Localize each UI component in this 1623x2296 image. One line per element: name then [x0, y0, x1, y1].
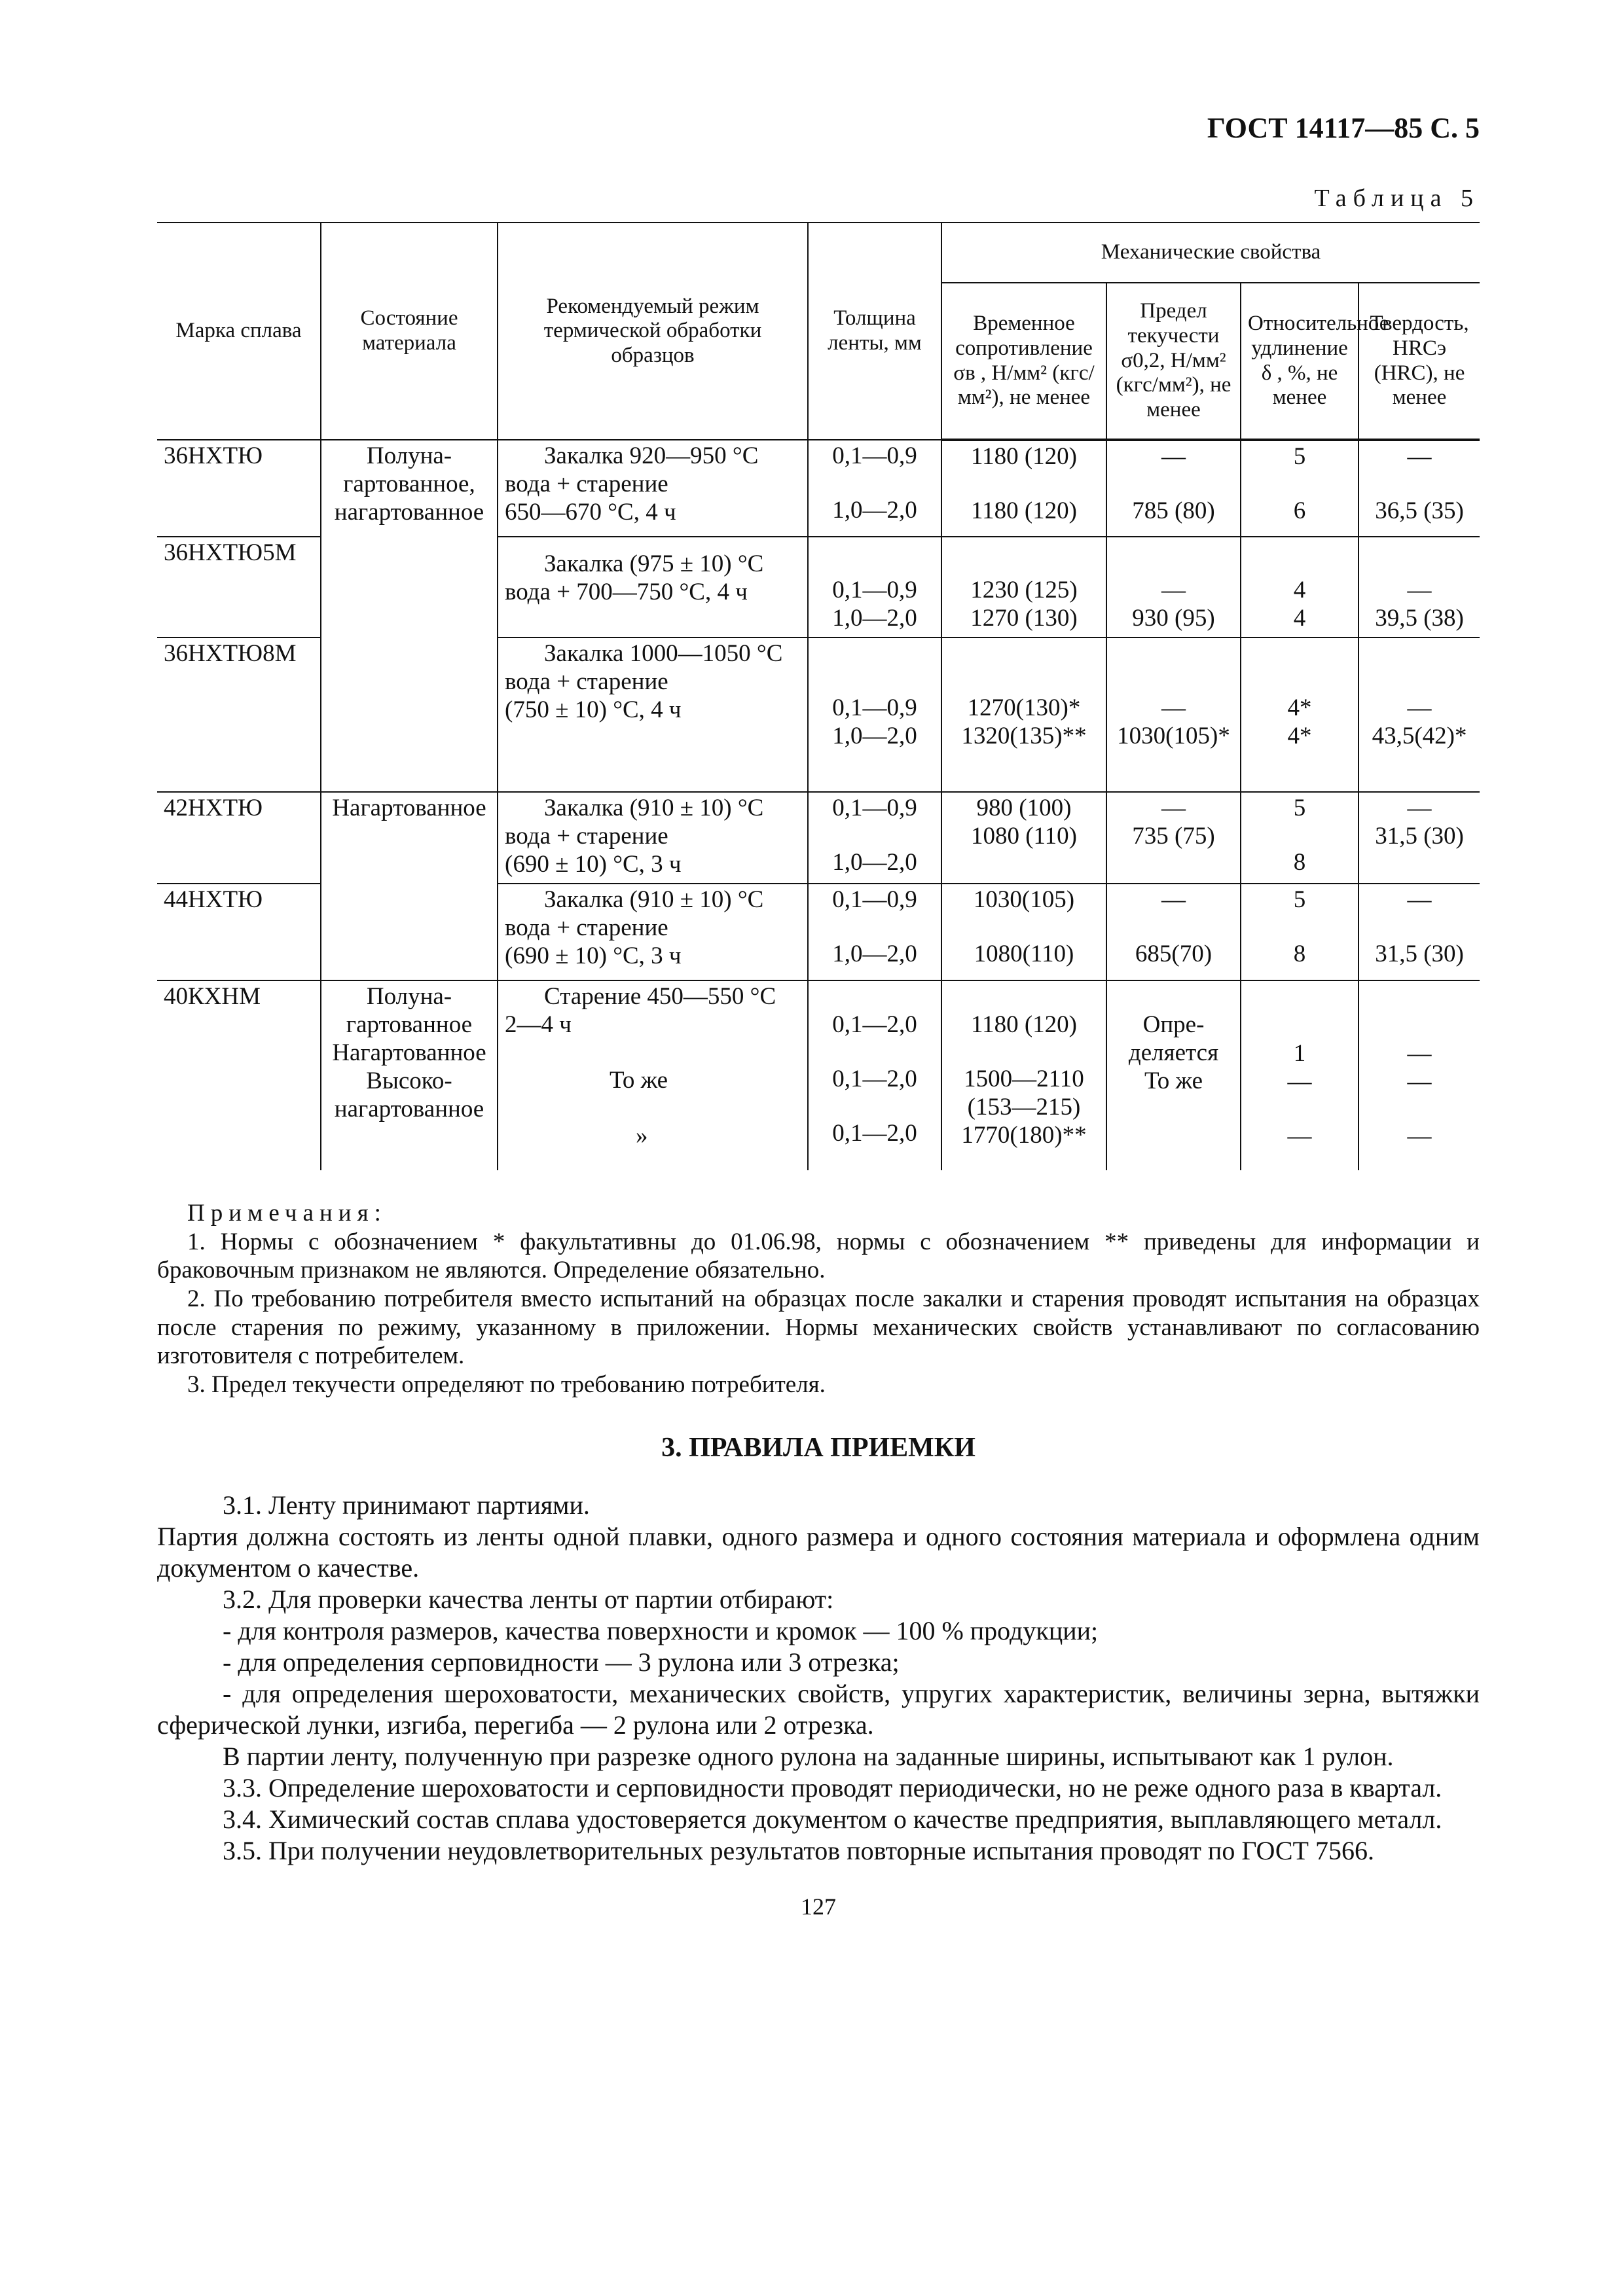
table-row [157, 440, 1480, 537]
cell-hardness: — 36,5 (35) [1359, 440, 1480, 537]
cell-yield: — 735 (75) [1106, 792, 1241, 884]
page-number: 127 [801, 1893, 836, 1920]
note-item: 2. По требованию потребителя вместо испытаний на образцах после закалки и старения проводят испытания на образцах после старения по режиму, указанному в приложении. Нормы механических свойств устанавливают по согласованию изготовителя с потребителем. [157, 1285, 1480, 1370]
cell-yield: Определяется То же [1106, 980, 1241, 1170]
cell-yield: — 785 (80) [1106, 440, 1241, 537]
cell-yield: — 930 (95) [1106, 537, 1241, 637]
document-header: ГОСТ 14117—85 С. 5 [1207, 112, 1480, 144]
cell-strength: 1180 (120) 1180 (120) [941, 440, 1106, 537]
note-item: 1. Нормы с обозначением * факультативны до 01.06.98, нормы с обозначением ** приведены для информации и браковочным признаком не являются. Определение обязательно. [157, 1228, 1480, 1284]
notes-title: Примечания: [187, 1200, 387, 1227]
table-row [157, 980, 1480, 1170]
paragraph: Партия должна состоять из ленты одной плавки, одного размера и одного состояния материала и оформлена одним документом о качестве. [157, 1521, 1480, 1583]
cell-grade: 40КХНМ [157, 980, 321, 1170]
cell-elongation: 1 — — [1241, 980, 1359, 1170]
cell-state: Полунагартованное, нагартованное [321, 440, 498, 792]
note-item: 3. Предел текучести определяют по требованию потребителя. [187, 1371, 826, 1398]
section-title: 3. ПРАВИЛА ПРИЕМКИ [661, 1432, 976, 1463]
cell-hardness: — 31,5 (30) [1359, 884, 1480, 980]
cell-elongation: 5 6 [1241, 440, 1359, 537]
paragraph: В партии ленту, полученную при разрезке одного рулона на заданные ширины, испытывают как 1 рулон. [223, 1741, 1394, 1771]
table-notes [157, 1199, 1480, 1399]
col-mech-group: Механические свойства [941, 223, 1480, 283]
cell-strength: 1270(130)* 1320(135)** [941, 637, 1106, 792]
table-caption: Таблица 5 [1314, 185, 1480, 212]
cell-mode: Закалка (910 ± 10) °С вода + старение (690 ± 10) °С, 3 ч [498, 884, 808, 980]
cell-grade: 44НХТЮ [157, 884, 321, 980]
cell-grade: 36НХТЮ8М [157, 637, 321, 792]
paragraph: 3.3. Определение шероховатости и серповидности проводят периодически, но не реже одного раза в квартал. [223, 1772, 1442, 1803]
cell-thickness: 0,1—0,9 1,0—2,0 [808, 440, 941, 537]
cell-elongation: 5 8 [1241, 792, 1359, 884]
col-hardness: Твердость, HRCэ (HRC), не менее [1359, 283, 1480, 440]
cell-thickness: 0,1—2,0 0,1—2,0 0,1—2,0 [808, 980, 941, 1170]
cell-yield: — 685(70) [1106, 884, 1241, 980]
cell-hardness: — — — [1359, 980, 1480, 1170]
list-item: - для определения серповидности — 3 рулона или 3 отрезка; [223, 1647, 900, 1677]
list-item: - для определения шероховатости, механических свойств, упругих характеристик, величины зерна, вытяжки сферической лунки, изгиба, перегиба — 2 рулона или 2 отрезка. [157, 1678, 1480, 1740]
col-grade: Марка сплава [157, 223, 321, 440]
section-body [157, 1490, 1480, 1867]
cell-mode: Закалка (910 ± 10) °С вода + старение (690 ± 10) °С, 3 ч [498, 792, 808, 884]
cell-thickness: 0,1—0,9 1,0—2,0 [808, 537, 941, 637]
cell-elongation: 4* 4* [1241, 637, 1359, 792]
document-page [157, 98, 1480, 1920]
col-mode: Рекомендуемый режим термической обработки образцов [498, 223, 808, 440]
cell-yield: — 1030(105)* [1106, 637, 1241, 792]
table-row [157, 792, 1480, 884]
cell-thickness: 0,1—0,9 1,0—2,0 [808, 884, 941, 980]
cell-elongation: 5 8 [1241, 884, 1359, 980]
paragraph: 3.2. Для проверки качества ленты от партии отбирают: [223, 1584, 834, 1614]
cell-mode: Закалка (975 ± 10) °С вода + 700—750 °С, 4 ч [498, 537, 808, 637]
paragraph: 3.4. Химический состав сплава удостоверяется документом о качестве предприятия, выплавляющего металл. [223, 1804, 1442, 1834]
cell-state: Полунагартованное Нагартованное Высоконагартованное [321, 980, 498, 1170]
cell-thickness: 0,1—0,9 1,0—2,0 [808, 637, 941, 792]
cell-hardness: — 31,5 (30) [1359, 792, 1480, 884]
col-elongation: Относительное удлинение δ , %, не менее [1241, 283, 1359, 440]
col-state: Состояние материала [321, 223, 498, 440]
cell-grade: 42НХТЮ [157, 792, 321, 884]
cell-state: Нагартованное [321, 792, 498, 980]
cell-strength: 1230 (125) 1270 (130) [941, 537, 1106, 637]
cell-mode: Закалка 920—950 °С вода + старение 650—670 °С, 4 ч [498, 440, 808, 537]
cell-strength: 1180 (120) 1500—2110 (153—215) 1770(180)** [941, 980, 1106, 1170]
paragraph: 3.1. Ленту принимают партиями. [223, 1490, 590, 1520]
cell-mode: Закалка 1000—1050 °С вода + старение (750 ± 10) °С, 4 ч [498, 637, 808, 792]
cell-grade: 36НХТЮ [157, 440, 321, 537]
cell-hardness: — 43,5(42)* [1359, 637, 1480, 792]
list-item: - для контроля размеров, качества поверхности и кромок — 100 % продукции; [223, 1615, 1099, 1645]
properties-table [157, 222, 1480, 1170]
cell-strength: 980 (100) 1080 (110) [941, 792, 1106, 884]
cell-elongation: 4 4 [1241, 537, 1359, 637]
col-strength: Временное сопротивление σв , Н/мм² (кгс/мм²), не менее [941, 283, 1106, 440]
cell-grade: 36НХТЮ5М [157, 537, 321, 637]
col-thickness: Толщина ленты, мм [808, 223, 941, 440]
cell-strength: 1030(105) 1080(110) [941, 884, 1106, 980]
cell-mode: Старение 450—550 °С 2—4 ч То же » [498, 980, 808, 1170]
cell-thickness: 0,1—0,9 1,0—2,0 [808, 792, 941, 884]
cell-hardness: — 39,5 (38) [1359, 537, 1480, 637]
paragraph: 3.5. При получении неудовлетворительных результатов повторные испытания проводят по ГОСТ 7566. [223, 1835, 1374, 1865]
col-yield: Предел текучести σ0,2, Н/мм² (кгс/мм²), не менее [1106, 283, 1241, 440]
